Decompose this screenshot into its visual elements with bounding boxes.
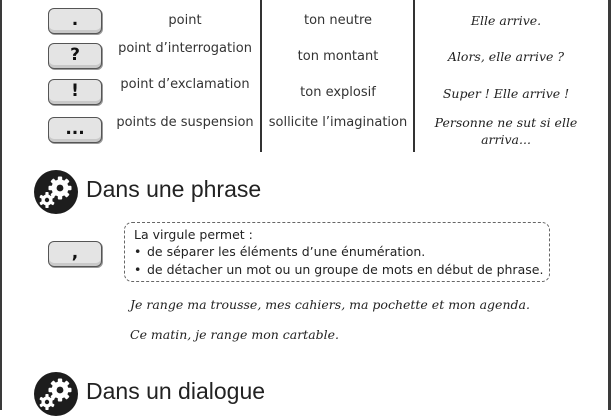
key-period: . — [48, 8, 102, 34]
key-comma: , — [48, 241, 102, 267]
punctuation-name: points de suspension — [116, 115, 254, 130]
bullet-icon: • — [134, 244, 142, 259]
table-row — [0, 76, 611, 112]
punctuation-example: Alors, elle arrive ? — [447, 49, 565, 64]
table-row — [0, 40, 611, 76]
key-exclamation-mark: ! — [48, 79, 102, 105]
rule-item-text: de détacher un mot ou un groupe de mots en début de phrase. — [147, 262, 544, 277]
table-row — [0, 114, 611, 150]
gears-icon — [34, 170, 78, 214]
key-question-mark: ? — [48, 43, 102, 69]
rule-box-title: La virgule permet : — [134, 227, 253, 242]
example-sentence: Je range ma trousse, mes cahiers, ma pochette et mon agenda. — [130, 297, 530, 312]
rule-item — [134, 244, 426, 259]
rule-item — [134, 262, 544, 277]
punctuation-name: point d’interrogation — [118, 41, 252, 56]
gears-icon — [34, 372, 78, 416]
punctuation-example: Personne ne sut si elle arriva... — [434, 115, 578, 147]
punctuation-tone: ton neutre — [303, 13, 373, 28]
table-row — [0, 2, 611, 38]
example-sentence: Ce matin, je range mon cartable. — [130, 327, 340, 342]
punctuation-name: point d’exclamation — [120, 77, 250, 92]
punctuation-example: Elle arrive. — [470, 13, 542, 28]
rule-item-text: de séparer les éléments d’une énumération. — [147, 244, 426, 259]
key-ellipsis: ... — [48, 117, 102, 143]
punctuation-tone: ton explosif — [300, 85, 376, 100]
bullet-icon: • — [134, 262, 142, 277]
section-title: Dans une phrase — [86, 176, 262, 202]
punctuation-example: Super ! Elle arrive ! — [442, 86, 570, 101]
comma-rule-box — [124, 222, 550, 282]
punctuation-tone: ton montant — [297, 49, 379, 64]
punctuation-name: point — [168, 13, 202, 28]
section-title: Dans un dialogue — [86, 378, 266, 404]
punctuation-tone: sollicite l’imagination — [268, 115, 408, 130]
